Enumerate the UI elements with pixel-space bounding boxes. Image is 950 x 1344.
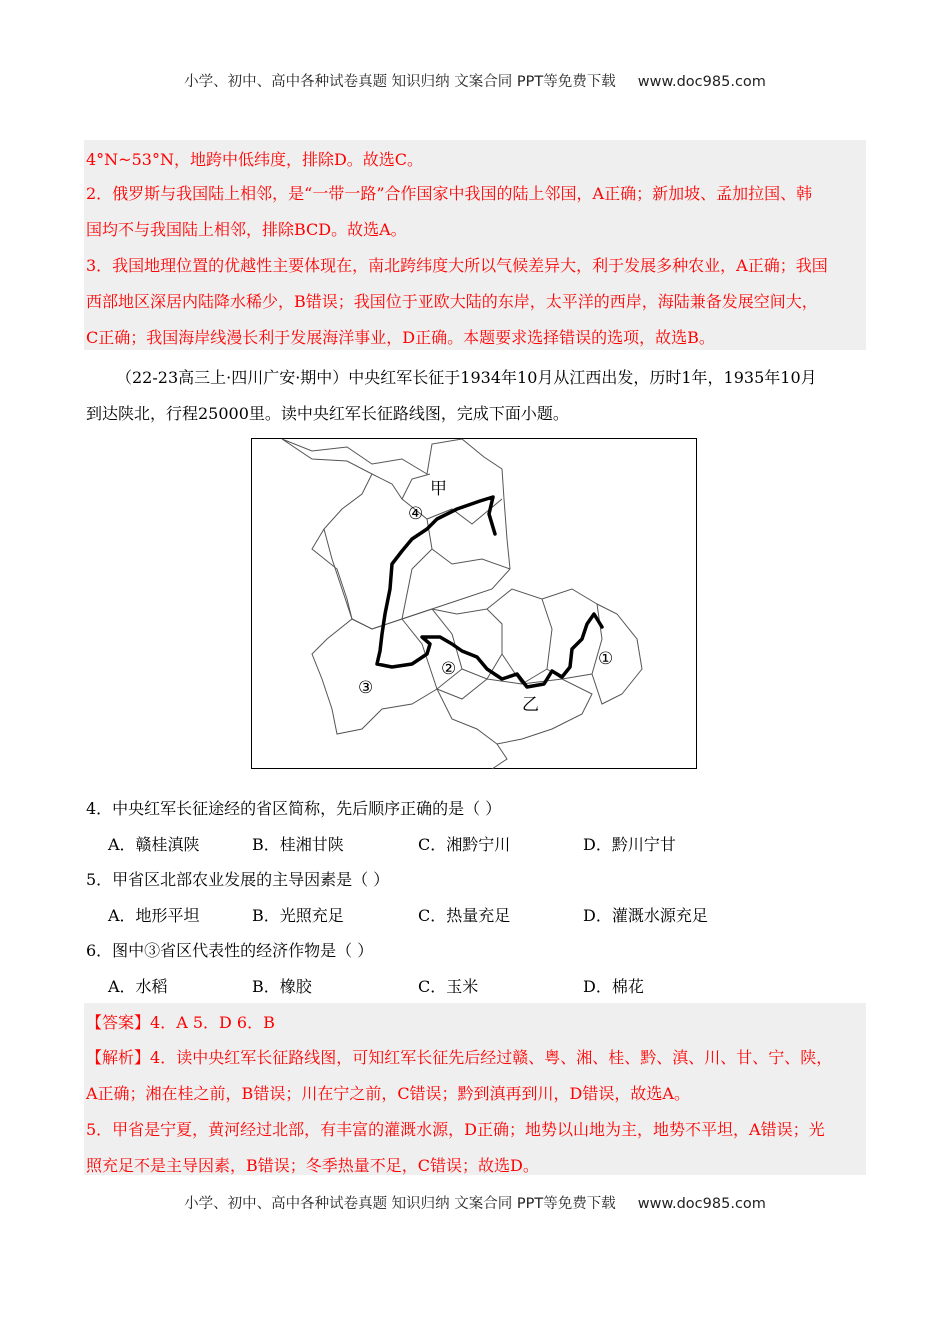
coast-line	[492, 744, 507, 769]
prev-analysis-line: 国均不与我国陆上相邻，排除BCD。故选A。	[86, 220, 407, 239]
option-d[interactable]: D．灌溉水源充足	[583, 906, 708, 925]
option-b[interactable]: B．光照充足	[252, 906, 344, 925]
yunnan-outline	[312, 609, 462, 734]
question-stem: 4．中央红军长征途经的省区简称，先后顺序正确的是（ ）	[86, 799, 502, 818]
hunan-outline	[487, 589, 552, 684]
analysis-label: 【解析】	[86, 1048, 151, 1067]
option-b[interactable]: B．桂湘甘陕	[252, 835, 344, 854]
prev-analysis-line: 西部地区深居内陆降水稀少，B错误；我国位于亚欧大陆的东岸，太平洋的西岸，海陆兼备发展空间大，	[86, 292, 818, 311]
answer-line	[86, 1010, 866, 1033]
guangdong-guangxi-coast-outline	[437, 679, 592, 744]
map-label-jia: 甲	[430, 479, 447, 499]
map-label-3: ③	[358, 678, 374, 698]
province-border	[312, 529, 352, 619]
header-text: 小学、初中、高中各种试卷真题 知识归纳 文案合同 PPT等免费下载	[184, 74, 616, 90]
prev-analysis-line: 2．俄罗斯与我国陆上相邻，是“一带一路”合作国家中我国的陆上邻国，A正确；新加坡、孟加拉国、韩	[86, 184, 813, 203]
map-label-yi: 乙	[522, 695, 539, 715]
footer-text: 小学、初中、高中各种试卷真题 知识归纳 文案合同 PPT等免费下载	[184, 1196, 616, 1212]
map-label-1: ①	[598, 649, 614, 669]
header-site-link[interactable]: www.doc985.com	[637, 74, 766, 90]
answer-text: 4．A 5．D 6．B	[150, 1013, 275, 1032]
option-a[interactable]: A．地形平坦	[108, 906, 200, 925]
map-label-2: ②	[441, 659, 457, 679]
option-c[interactable]: C．湘黔宁川	[418, 835, 511, 854]
page-footer	[0, 1192, 950, 1213]
analysis-line: 5．甲省是宁夏，黄河经过北部，有丰富的灌溉水源，D正确；地势以山地为主，地势不平坦，A错误；光	[86, 1120, 825, 1139]
prev-analysis-line: 4°N~53°N，地跨中低纬度，排除D。故选C。	[86, 150, 424, 169]
intro-line: 到达陕北，行程25000里。读中央红军长征路线图，完成下面小题。	[86, 404, 569, 423]
option-c[interactable]: C．热量充足	[418, 906, 511, 925]
option-a[interactable]: A．水稻	[108, 977, 168, 996]
analysis-text: 4．读中央红军长征路线图，可知红军长征先后经过赣、粤、湘、桂、黔、滇、川、甘、宁、陕，	[150, 1048, 833, 1067]
prev-analysis-line: C正确；我国海岸线漫长利于发展海洋事业，D正确。本题要求选择错误的选项，故选B。	[86, 328, 715, 347]
question-stem: 6．图中③省区代表性的经济作物是（ ）	[86, 941, 374, 960]
northwest-provinces-outline	[282, 439, 510, 629]
province-border	[402, 549, 432, 619]
prev-analysis-line: 3．我国地理位置的优越性主要体现在，南北跨纬度大所以气候差异大，利于发展多种农业，A正确；我国	[86, 256, 828, 275]
page-header	[0, 70, 950, 91]
analysis-line: 照充足不是主导因素，B错误；冬季热量不足，C错误；故选D。	[86, 1156, 539, 1175]
answer-label: 【答案】	[86, 1013, 151, 1032]
analysis-line	[86, 1045, 866, 1068]
map-label-4: ④	[408, 504, 424, 524]
province-border	[402, 619, 437, 689]
prev-analysis-block	[84, 140, 866, 350]
analysis-line: A正确；湘在桂之前，B错误；川在宁之前，C错误；黔到滇再到川，D错误，故选A。	[86, 1084, 690, 1103]
option-b[interactable]: B．橡胶	[252, 977, 312, 996]
intro-line: （22-23高三上·四川广安·期中）中央红军长征于1934年10月从江西出发，历时1年，1935年10月	[116, 368, 817, 387]
option-d[interactable]: D．棉花	[583, 977, 644, 996]
footer-site-link[interactable]: www.doc985.com	[637, 1196, 766, 1212]
long-march-route-line	[377, 497, 602, 687]
province-border	[427, 519, 510, 569]
option-d[interactable]: D．黔川宁甘	[583, 835, 676, 854]
question-stem: 5．甲省区北部农业发展的主导因素是（ ）	[86, 870, 390, 889]
option-a[interactable]: A．赣桂滇陕	[108, 835, 200, 854]
option-c[interactable]: C．玉米	[418, 977, 479, 996]
province-border	[372, 474, 430, 499]
long-march-route-map	[251, 438, 697, 769]
map-svg	[252, 439, 698, 770]
